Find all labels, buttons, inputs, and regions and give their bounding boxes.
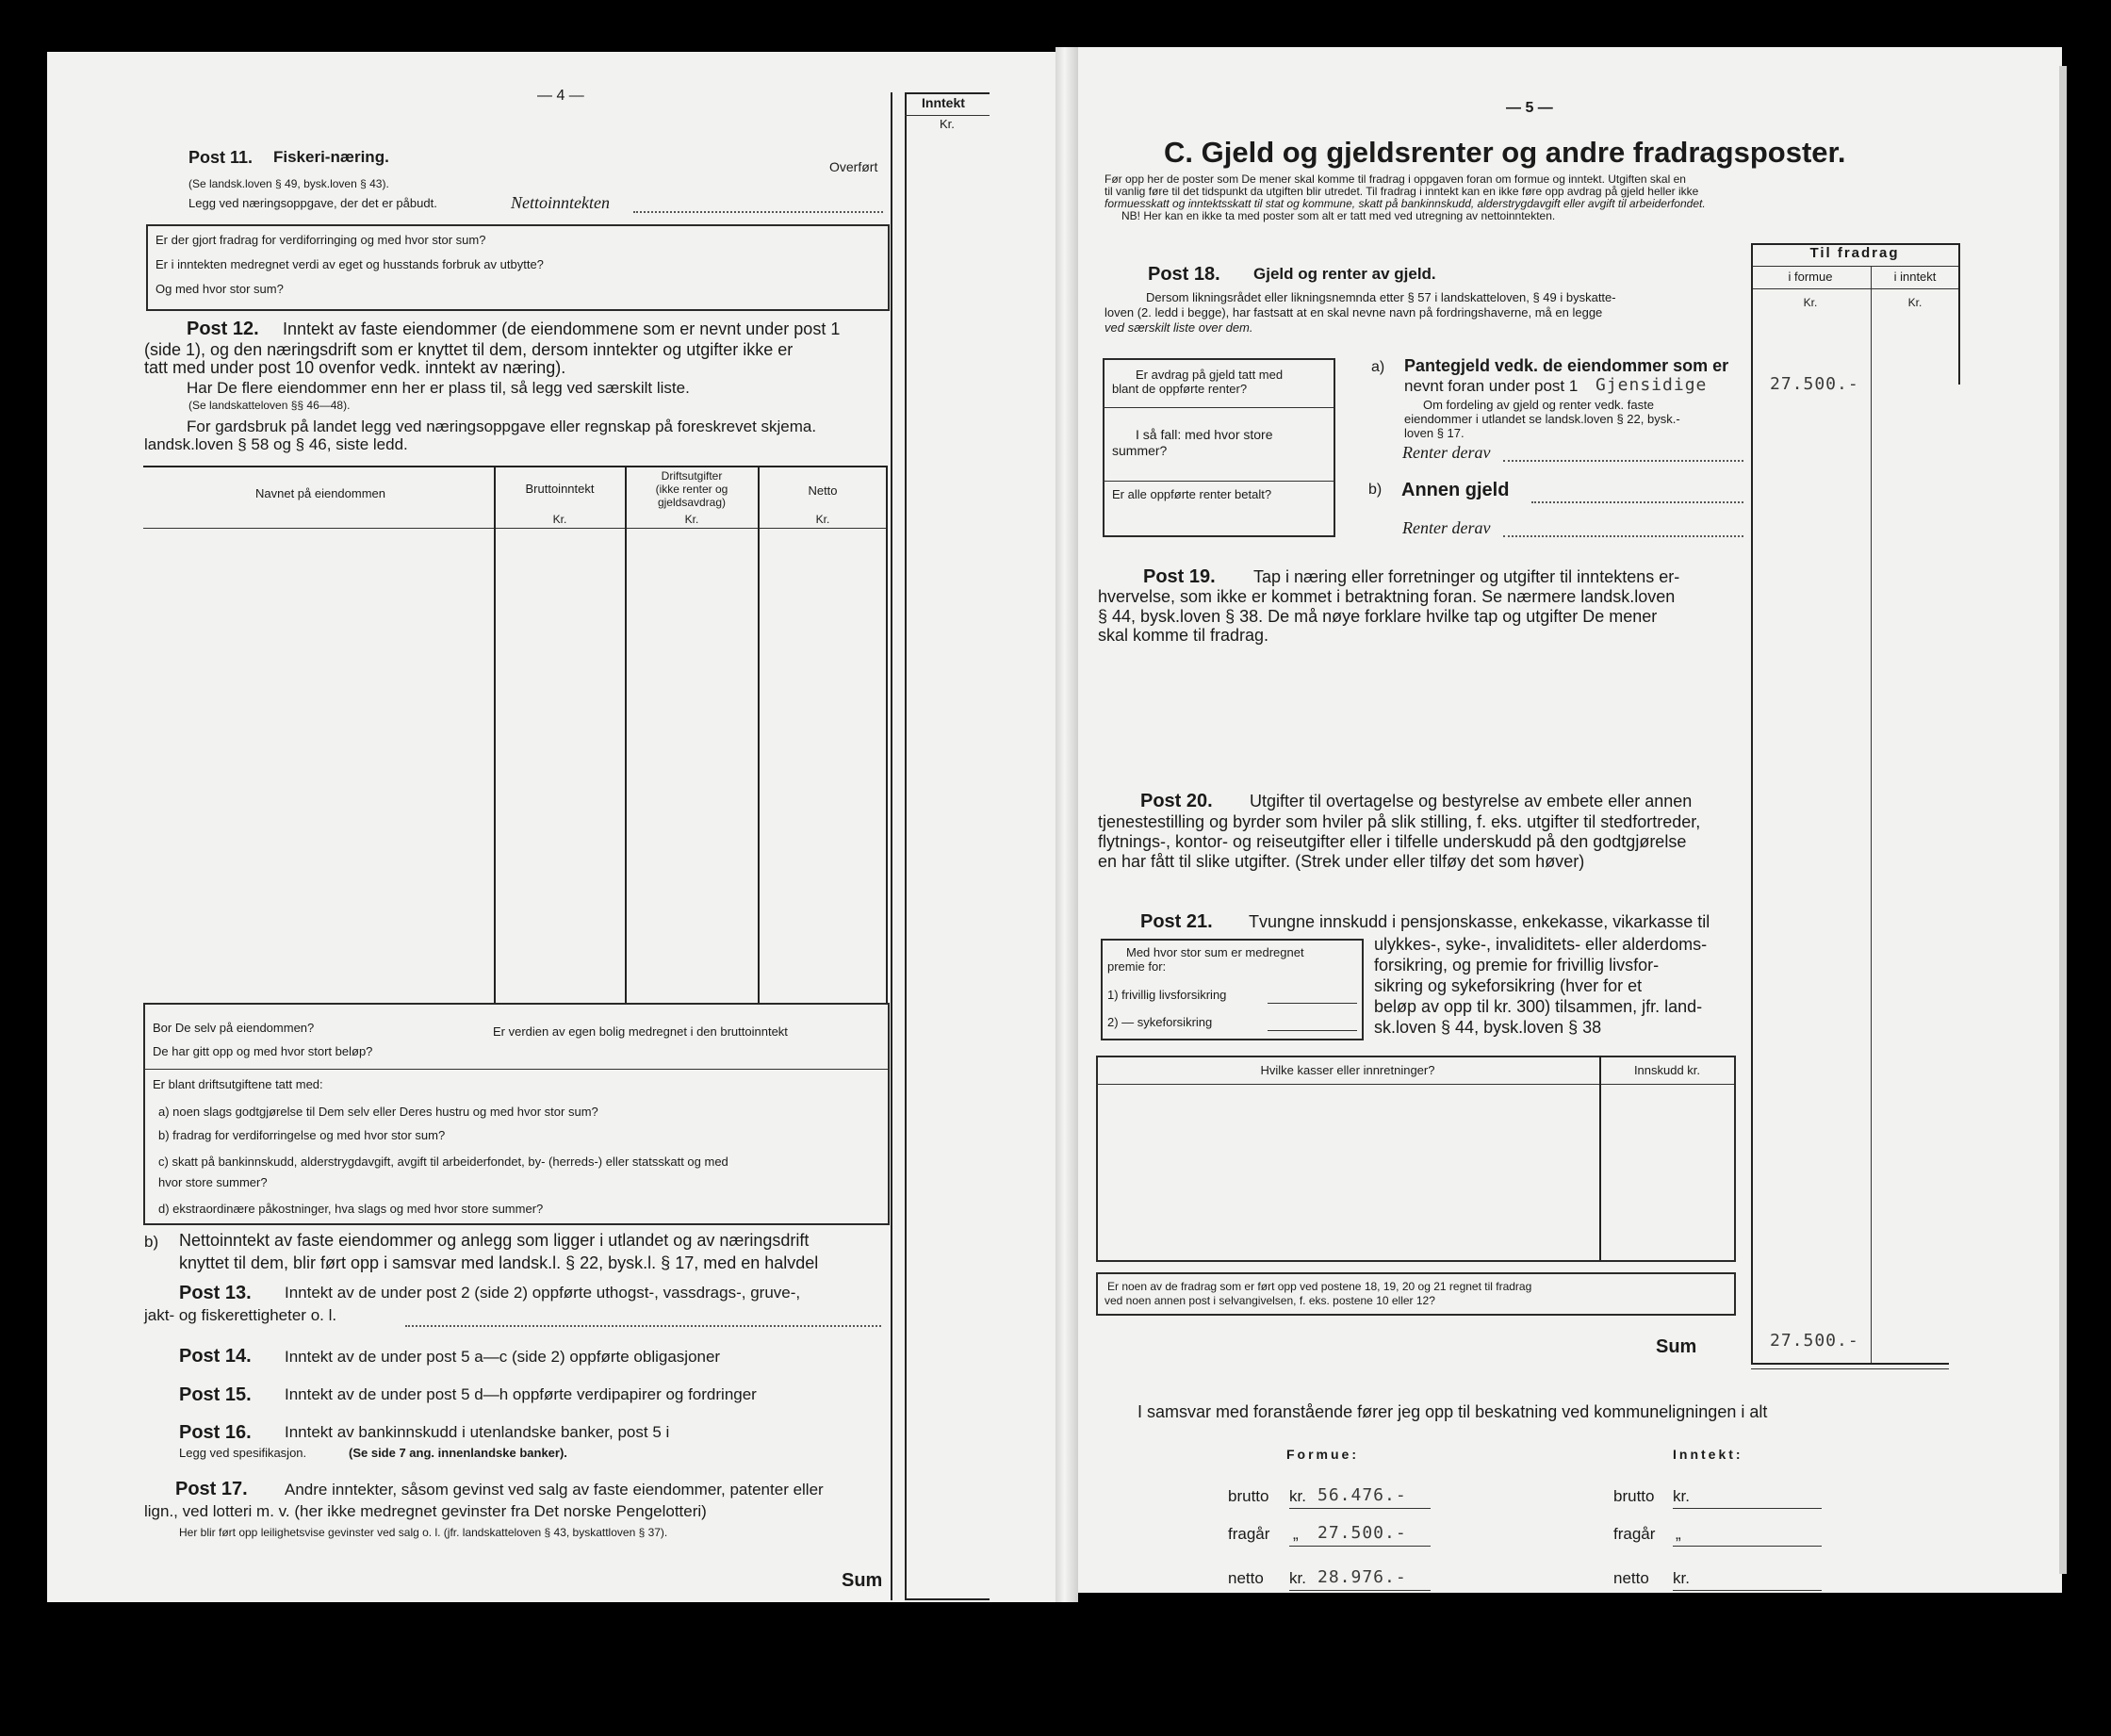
brutto-formue-kr: kr. (1289, 1487, 1306, 1505)
post18-desc1: Dersom likningsrådet eller likningsnemnda etter § 57 i landskatteloven, § 49 i byskatte- (1146, 290, 1616, 304)
kasser-col-rule (1599, 1056, 1601, 1260)
property-col-1 (494, 466, 496, 1003)
fragar-inntekt-kr: „ (1676, 1525, 1681, 1543)
post11-title: Post 11. (188, 148, 254, 167)
property-col-4 (886, 466, 888, 1003)
property-q-blant: Er blant driftsutgiftene tatt med: (153, 1077, 323, 1091)
kasser-header-rule (1096, 1084, 1734, 1085)
property-col-drift-2: (ikke renter og (655, 483, 728, 496)
property-question-divider (143, 1069, 888, 1070)
post12-line4: Har De flere eiendommer enn her er plass til, så legg ved særskilt liste. (187, 379, 690, 397)
sum-rule2 (1751, 1368, 1949, 1369)
property-q-d: d) ekstraordinære påkostninger, hva slags og med hvor store summer? (158, 1202, 544, 1216)
post16-line: Inntekt av bankinnskudd i utenlandske banker, post 5 i (285, 1423, 670, 1441)
left-sum-label: Sum (842, 1570, 883, 1591)
post17-title: Post 17. (175, 1479, 248, 1499)
post15-line: Inntekt av de under post 5 d—h oppførte verdipapirer og fordringer (285, 1385, 757, 1403)
property-q-c: c) skatt på bankinnskudd, alderstrygdavgift, avgift til arbeiderfondet, by- (herreds-) eller statsskatt og med (158, 1155, 728, 1169)
property-q-verdien: Er verdien av egen bolig medregnet i den bruttoinntekt (493, 1024, 788, 1039)
netto-inntekt-kr: kr. (1673, 1569, 1690, 1587)
pantegjeld-handwritten: Gjensidige (1596, 375, 1708, 395)
inntekt-label: Inntekt: (1673, 1447, 1743, 1462)
fradrag-q2: ved noen annen post i selvangivelsen, f. eks. postene 10 eller 12? (1105, 1294, 1435, 1307)
post17-line1: Andre inntekter, såsom gevinst ved salg av faste eiendommer, patenter eller (285, 1481, 824, 1499)
post21-box-1: Med hvor stor sum er medregnet (1126, 945, 1304, 959)
fradrag-header-rule (1751, 288, 1958, 289)
livsforsikring-line (1268, 1003, 1357, 1004)
post13-line1: Inntekt av de under post 2 (side 2) oppførte uthogst-, vassdrags-, gruve-, (285, 1284, 801, 1302)
post21-line4: sikring og sykeforsikring (hver for et (1374, 976, 1643, 995)
post13-dots (405, 1325, 881, 1327)
post13-line2: jakt- og fiskerettigheter o. l. (144, 1306, 337, 1324)
pantegjeld-line5: loven § 17. (1404, 426, 1465, 440)
post21-line1: Tvungne innskudd i pensjonskasse, enkekasse, vikarkasse til (1249, 912, 1710, 931)
post20-line3: flytnings-, kontor- og reiseutgifter eller i tilfelle underskudd på den godtgjørelse (1098, 832, 1687, 851)
post20-title: Post 20. (1140, 791, 1213, 811)
post19-line3: § 44, bysk.loven § 38. De må nøye forklare hvilke tap og utgifter De mener (1098, 607, 1658, 626)
post11-q3: Og med hvor stor sum? (155, 282, 284, 296)
post12-line5: (Se landskatteloven §§ 46—48). (188, 399, 351, 412)
netto-formue-value: 28.976.- (1317, 1567, 1407, 1587)
property-q-a: a) noen slags godtgjørelse til Dem selv eller Deres hustru og med hvor stor sum? (158, 1105, 598, 1119)
netto-formue-label: netto (1228, 1569, 1264, 1587)
post19-line1: Tap i næring eller forretninger og utgifter til inntektens er- (1253, 567, 1680, 586)
brutto-formue-label: brutto (1228, 1487, 1269, 1505)
post21-box-3: 1) frivillig livsforsikring (1107, 988, 1227, 1002)
post14-title: Post 14. (179, 1346, 252, 1367)
fragar-inntekt-label: fragår (1613, 1525, 1656, 1543)
post11-ref: (Se landsk.loven § 49, bysk.loven § 43). (188, 177, 389, 190)
property-col-drift-3: gjeldsavdrag) (657, 496, 727, 509)
post11-name: Fiskeri-næring. (273, 148, 389, 166)
fradrag-sub-rule (1751, 266, 1958, 267)
fragar-inntekt-line (1673, 1546, 1822, 1547)
renter-a-dots (1503, 460, 1743, 462)
post12-line7: landsk.loven § 58 og § 46, siste ledd. (144, 435, 408, 453)
post18-q1: Er avdrag på gjeld tatt med (1136, 368, 1284, 382)
brutto-inntekt-line (1673, 1508, 1822, 1509)
post12b-label: b) (144, 1233, 159, 1251)
property-col-3 (758, 466, 760, 1003)
post20-line4: en har fått til slike utgifter. (Strek under eller tilføy det som høver) (1098, 852, 1585, 871)
innskudd-col-header: Innskudd kr. (1633, 1063, 1701, 1077)
brutto-formue-value: 56.476.- (1317, 1485, 1407, 1505)
kasser-col-header: Hvilke kasser eller innretninger? (1260, 1063, 1435, 1077)
i-formue-header: i formue (1788, 270, 1833, 284)
fragar-formue-line (1289, 1546, 1431, 1547)
post17-line3: Her blir ført opp leilighetsvise gevinster ved salg o. l. (jfr. landskatteloven § 43, byskattloven § 37). (179, 1526, 668, 1539)
post17-line2: lign., ved lotteri m. v. (her ikke medregnet gevinster fra Det norske Pengelotteri) (144, 1502, 707, 1520)
post21-box-2: premie for: (1107, 959, 1167, 974)
inntekt-kr: Kr. (940, 117, 955, 131)
post16-note: (Se side 7 ang. innenlandske banker). (349, 1446, 567, 1460)
property-q-bor: Bor De selv på eiendommen? (153, 1021, 315, 1035)
property-col-netto: Netto (808, 483, 838, 498)
post13-title: Post 13. (179, 1283, 252, 1303)
post16-legg: Legg ved spesifikasjon. (179, 1446, 307, 1460)
post18-a-label: a) (1371, 359, 1385, 375)
post21-line5: beløp av opp til kr. 300) tilsammen, jfr. land- (1374, 997, 1703, 1016)
property-q-c2: hvor store summer? (158, 1175, 268, 1189)
post18-q3: Er alle oppførte renter betalt? (1112, 487, 1272, 501)
renter-b-dots (1503, 535, 1743, 537)
post11-q1: Er der gjort fradrag for verdiforringing og med hvor stor sum? (155, 233, 486, 247)
post18-q1b: blant de oppførte renter? (1112, 382, 1248, 396)
post18-name: Gjeld og renter av gjeld. (1253, 265, 1436, 283)
section-c-heading: C. Gjeld og gjeldsrenter og andre fradragsposter. (1164, 136, 1846, 169)
sum-rule1 (1751, 1363, 1949, 1365)
page-number-left: — 4 — (537, 88, 584, 104)
inntekt-top-rule (905, 92, 990, 94)
post12-title: Post 12. (187, 319, 259, 339)
post18-box-rule1 (1103, 407, 1334, 408)
post11-legg: Legg ved næringsoppgave, der det er påbudt. (188, 196, 437, 210)
sykeforsikring-line (1268, 1030, 1357, 1031)
formue-kr: Kr. (1803, 296, 1818, 309)
sum-formue-value: 27.500.- (1770, 1331, 1859, 1351)
pantegjeld-line1: Pantegjeld vedk. de eiendommer som er (1404, 356, 1729, 375)
til-fradrag-header: Til fradrag (1809, 245, 1900, 261)
post11-netto-dots (633, 211, 883, 213)
post18-q2b: summer? (1112, 443, 1168, 458)
fragar-formue-kr: „ (1293, 1525, 1299, 1543)
inntekt-header-rule (905, 115, 990, 116)
fradrag-middle-rule (1871, 266, 1872, 1365)
pantegjeld-line2: nevnt foran under post 1 (1404, 377, 1579, 395)
post18-renter-derav-b: Renter derav (1402, 518, 1491, 537)
brutto-inntekt-label: brutto (1613, 1487, 1655, 1505)
intro-line3: formuesskatt og inntektsskatt til stat og kommune, skatt på bankinnskudd, alderstrygdavgift eller avgift til arbeiderfondet. (1105, 197, 1706, 210)
fragar-formue-value: 27.500.- (1317, 1523, 1407, 1543)
post21-line3: forsikring, og premie for frivillig livsfor- (1374, 956, 1660, 974)
fragar-formue-label: fragår (1228, 1525, 1270, 1543)
post21-box-4: 2) — sykeforsikring (1107, 1015, 1213, 1029)
property-netto-kr: Kr. (815, 513, 830, 526)
post12-line6: For gardsbruk på landet legg ved næringsoppgave eller regnskap på foreskrevet skjema. (187, 418, 817, 435)
annen-gjeld: Annen gjeld (1401, 480, 1510, 500)
pantegjeld-line4: eiendommer i utlandet se landsk.loven § 22, bysk.- (1404, 412, 1680, 426)
post18-title: Post 18. (1148, 264, 1220, 285)
property-table-top (143, 466, 888, 467)
fradrag-left-rule (1751, 243, 1753, 1365)
post19-line2: hvervelse, som ikke er kommet i betraktning foran. Se nærmere landsk.loven (1098, 587, 1676, 606)
inntekt-column-inner-rule (905, 92, 907, 1600)
post20-line2: tjenestestilling og byrder som hviler på slik stilling, f. eks. utgifter til stedfortreder, (1098, 812, 1701, 831)
post11-overfort: Overført (829, 159, 878, 174)
pantegjeld-line3: Om fordeling av gjeld og renter vedk. faste (1423, 398, 1654, 412)
post11-q2: Er i inntekten medregnet verdi av eget og husstands forbruk av utbytte? (155, 257, 544, 271)
netto-inntekt-line (1673, 1590, 1822, 1591)
annen-gjeld-dots (1531, 501, 1743, 503)
post21-title: Post 21. (1140, 911, 1213, 932)
post12b-line2: knyttet til dem, blir ført opp i samsvar med landsk.l. § 22, bysk.l. § 17, med en halvdel (179, 1253, 819, 1272)
book-gutter (1056, 47, 1078, 1602)
post16-title: Post 16. (179, 1422, 252, 1443)
right-sum-label: Sum (1656, 1336, 1697, 1357)
page-number-right: — 5 — (1506, 100, 1553, 116)
inntekt-bottom-rule (905, 1598, 990, 1600)
property-q-b: b) fradrag for verdiforringelse og med hvor stor sum? (158, 1128, 446, 1142)
netto-formue-kr: kr. (1289, 1569, 1306, 1587)
inntekt-column-left-rule (891, 92, 892, 1600)
property-col-drift-1: Driftsutgifter (661, 469, 723, 483)
property-brutto-kr: Kr. (552, 513, 567, 526)
post12b-line1: Nettoinntekt av faste eiendommer og anlegg som ligger i utlandet og av næringsdrift (179, 1231, 810, 1250)
netto-inntekt-label: netto (1613, 1569, 1649, 1587)
brutto-formue-line (1289, 1508, 1431, 1509)
post18-box-rule2 (1103, 481, 1334, 482)
fradrag-q1: Er noen av de fradrag som er ført opp ved postene 18, 19, 20 og 21 regnet til fradrag (1107, 1280, 1532, 1293)
intro-line2: til vanlig føre til det tidspunkt da utgiften blir utredet. Til fradrag i inntekt kan en ikke føre opp avdrag på gjeld heller ikke (1105, 185, 1699, 198)
post18-q2: I så fall: med hvor store (1136, 427, 1273, 442)
i-inntekt-header: i inntekt (1893, 270, 1937, 284)
property-table-header-rule (143, 528, 888, 529)
post18-desc3: ved særskilt liste over dem. (1105, 320, 1253, 335)
kommune-line: I samsvar med foranstående fører jeg opp til beskatning ved kommuneligningen i alt (1137, 1402, 1768, 1421)
post19-title: Post 19. (1143, 566, 1216, 587)
property-q-gitt: De har gitt opp og med hvor stort beløp? (153, 1044, 373, 1058)
post18-b-label: b) (1368, 482, 1383, 498)
post12-line3: tatt med under post 10 ovenfor vedk. inntekt av næring). (144, 358, 566, 377)
post12-line1: Inntekt av faste eiendommer (de eiendommene som er nevnt under post 1 (283, 319, 841, 338)
kasser-table (1096, 1056, 1736, 1262)
property-drift-kr: Kr. (684, 513, 699, 526)
property-col-2 (625, 466, 627, 1003)
property-col-navn: Navnet på eiendommen (254, 486, 386, 500)
fradrag-right-rule (1958, 243, 1960, 385)
brutto-inntekt-kr: kr. (1673, 1487, 1690, 1505)
post11-netto: Nettoinntekten (511, 193, 610, 212)
post21-line6: sk.loven § 44, bysk.loven § 38 (1374, 1018, 1602, 1037)
intro-line1: Før opp her de poster som De mener skal komme til fradrag i oppgaven foran om formue og inntekt. Utgiften skal en (1105, 172, 1686, 186)
netto-formue-line (1289, 1590, 1431, 1591)
post15-title: Post 15. (179, 1384, 252, 1405)
formue-label: Formue: (1286, 1447, 1359, 1462)
post21-line2: ulykkes-, syke-, invaliditets- eller alderdoms- (1374, 935, 1708, 954)
inntekt-kr-right: Kr. (1907, 296, 1923, 309)
intro-line4: NB! Her kan en ikke ta med poster som alt er tatt med ved utregning av nettoinntekten. (1121, 209, 1556, 222)
post19-line4: skal komme til fradrag. (1098, 626, 1269, 645)
post12-line2: (side 1), og den næringsdrift som er knyttet til dem, dersom inntekter og utgifter ikke er (144, 340, 794, 359)
property-col-brutto: Bruttoinntekt (525, 482, 595, 496)
post20-line1: Utgifter til overtagelse og bestyrelse av embete eller annen (1250, 792, 1693, 811)
post18-desc2: loven (2. ledd i begge), har fastsatt at en skal nevne navn på fordringshaverne, må en legge (1105, 305, 1603, 319)
inntekt-header: Inntekt (922, 95, 965, 110)
page-edge (2059, 66, 2067, 1574)
post18-renter-derav-a: Renter derav (1402, 443, 1491, 462)
pantegjeld-formue-value: 27.500.- (1770, 374, 1859, 394)
post14-line: Inntekt av de under post 5 a—c (side 2) oppførte obligasjoner (285, 1348, 721, 1366)
